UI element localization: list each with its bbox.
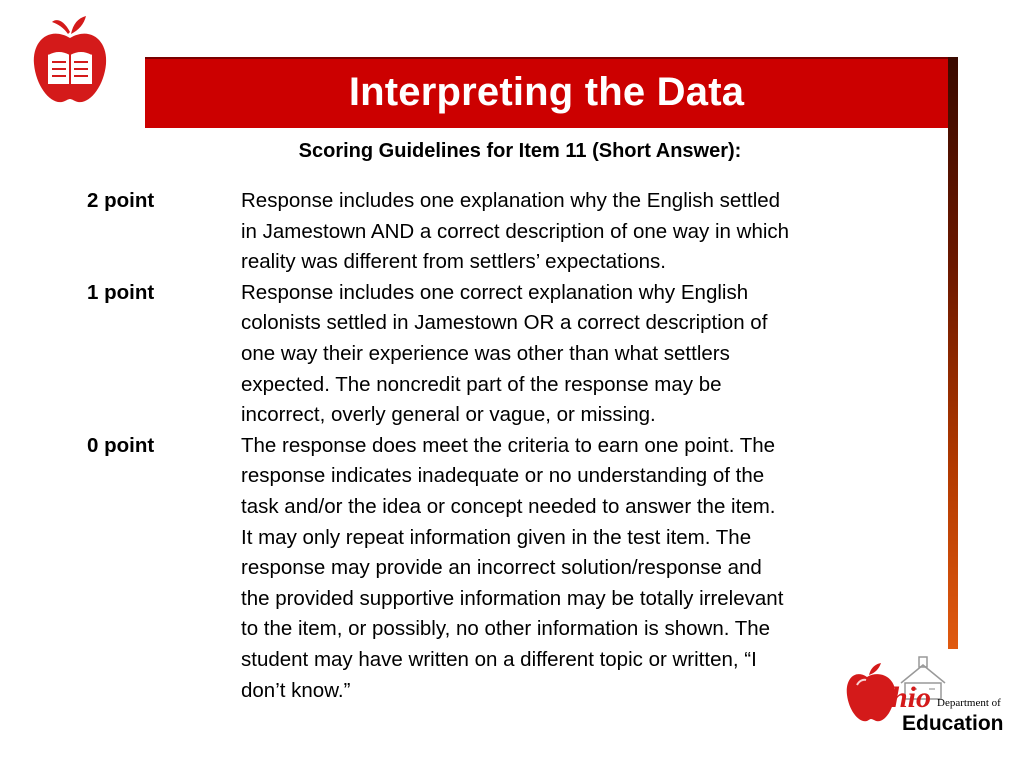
ohio-script-text: hio bbox=[891, 681, 932, 714]
criteria-text bbox=[241, 186, 931, 278]
criteria-line: incorrect, overly general or vague, or missing. bbox=[241, 403, 656, 427]
criteria-text bbox=[241, 431, 931, 706]
education-label: Education bbox=[902, 712, 1004, 735]
criteria-line: response may provide an incorrect solution/response and bbox=[241, 556, 762, 580]
criteria-line: The response does meet the criteria to earn one point. The bbox=[241, 433, 776, 457]
criteria-line: expected. The noncredit part of the response may be bbox=[241, 372, 722, 396]
criteria-line: one way their experience was other than what settlers bbox=[241, 341, 730, 365]
criteria-text bbox=[241, 278, 931, 431]
criteria-line: It may only repeat information given in the test item. The bbox=[241, 525, 752, 549]
slide-title: Interpreting the Data bbox=[348, 70, 745, 114]
points-label: 0 point bbox=[87, 433, 155, 457]
criteria-line: to the item, or possibly, no other information is shown. The bbox=[241, 617, 771, 641]
criteria-line: colonists settled in Jamestown OR a correct description of bbox=[241, 311, 768, 335]
criteria-line: don’t know.” bbox=[241, 678, 351, 702]
rubric-row-0-point bbox=[87, 431, 947, 706]
criteria-line: reality was different from settlers’ expectations. bbox=[241, 250, 666, 274]
criteria-line: response indicates inadequate or no understanding of the bbox=[241, 464, 765, 488]
rubric-row-2-point bbox=[87, 186, 947, 278]
apple-book-icon bbox=[30, 14, 110, 106]
criteria-line: Response includes one correct explanation why English bbox=[241, 280, 749, 304]
scoring-rubric bbox=[87, 186, 947, 706]
criteria-line: task and/or the idea or concept needed to answer the item. bbox=[241, 494, 776, 518]
banner-shadow bbox=[948, 57, 958, 649]
points-label: 1 point bbox=[87, 280, 155, 304]
points-label: 2 point bbox=[87, 189, 155, 212]
criteria-line: in Jamestown AND a correct description of one way in which bbox=[241, 219, 790, 243]
rubric-row-1-point bbox=[87, 278, 947, 431]
criteria-line: the provided supportive information may be totally irrelevant bbox=[241, 586, 784, 610]
slide-subtitle: Scoring Guidelines for Item 11 (Short Answer): bbox=[298, 140, 742, 162]
department-of-label: Department of bbox=[937, 697, 1001, 709]
criteria-line: Response includes one explanation why the English settled bbox=[241, 189, 781, 212]
criteria-line: student may have written on a different topic or written, “I bbox=[241, 647, 757, 671]
